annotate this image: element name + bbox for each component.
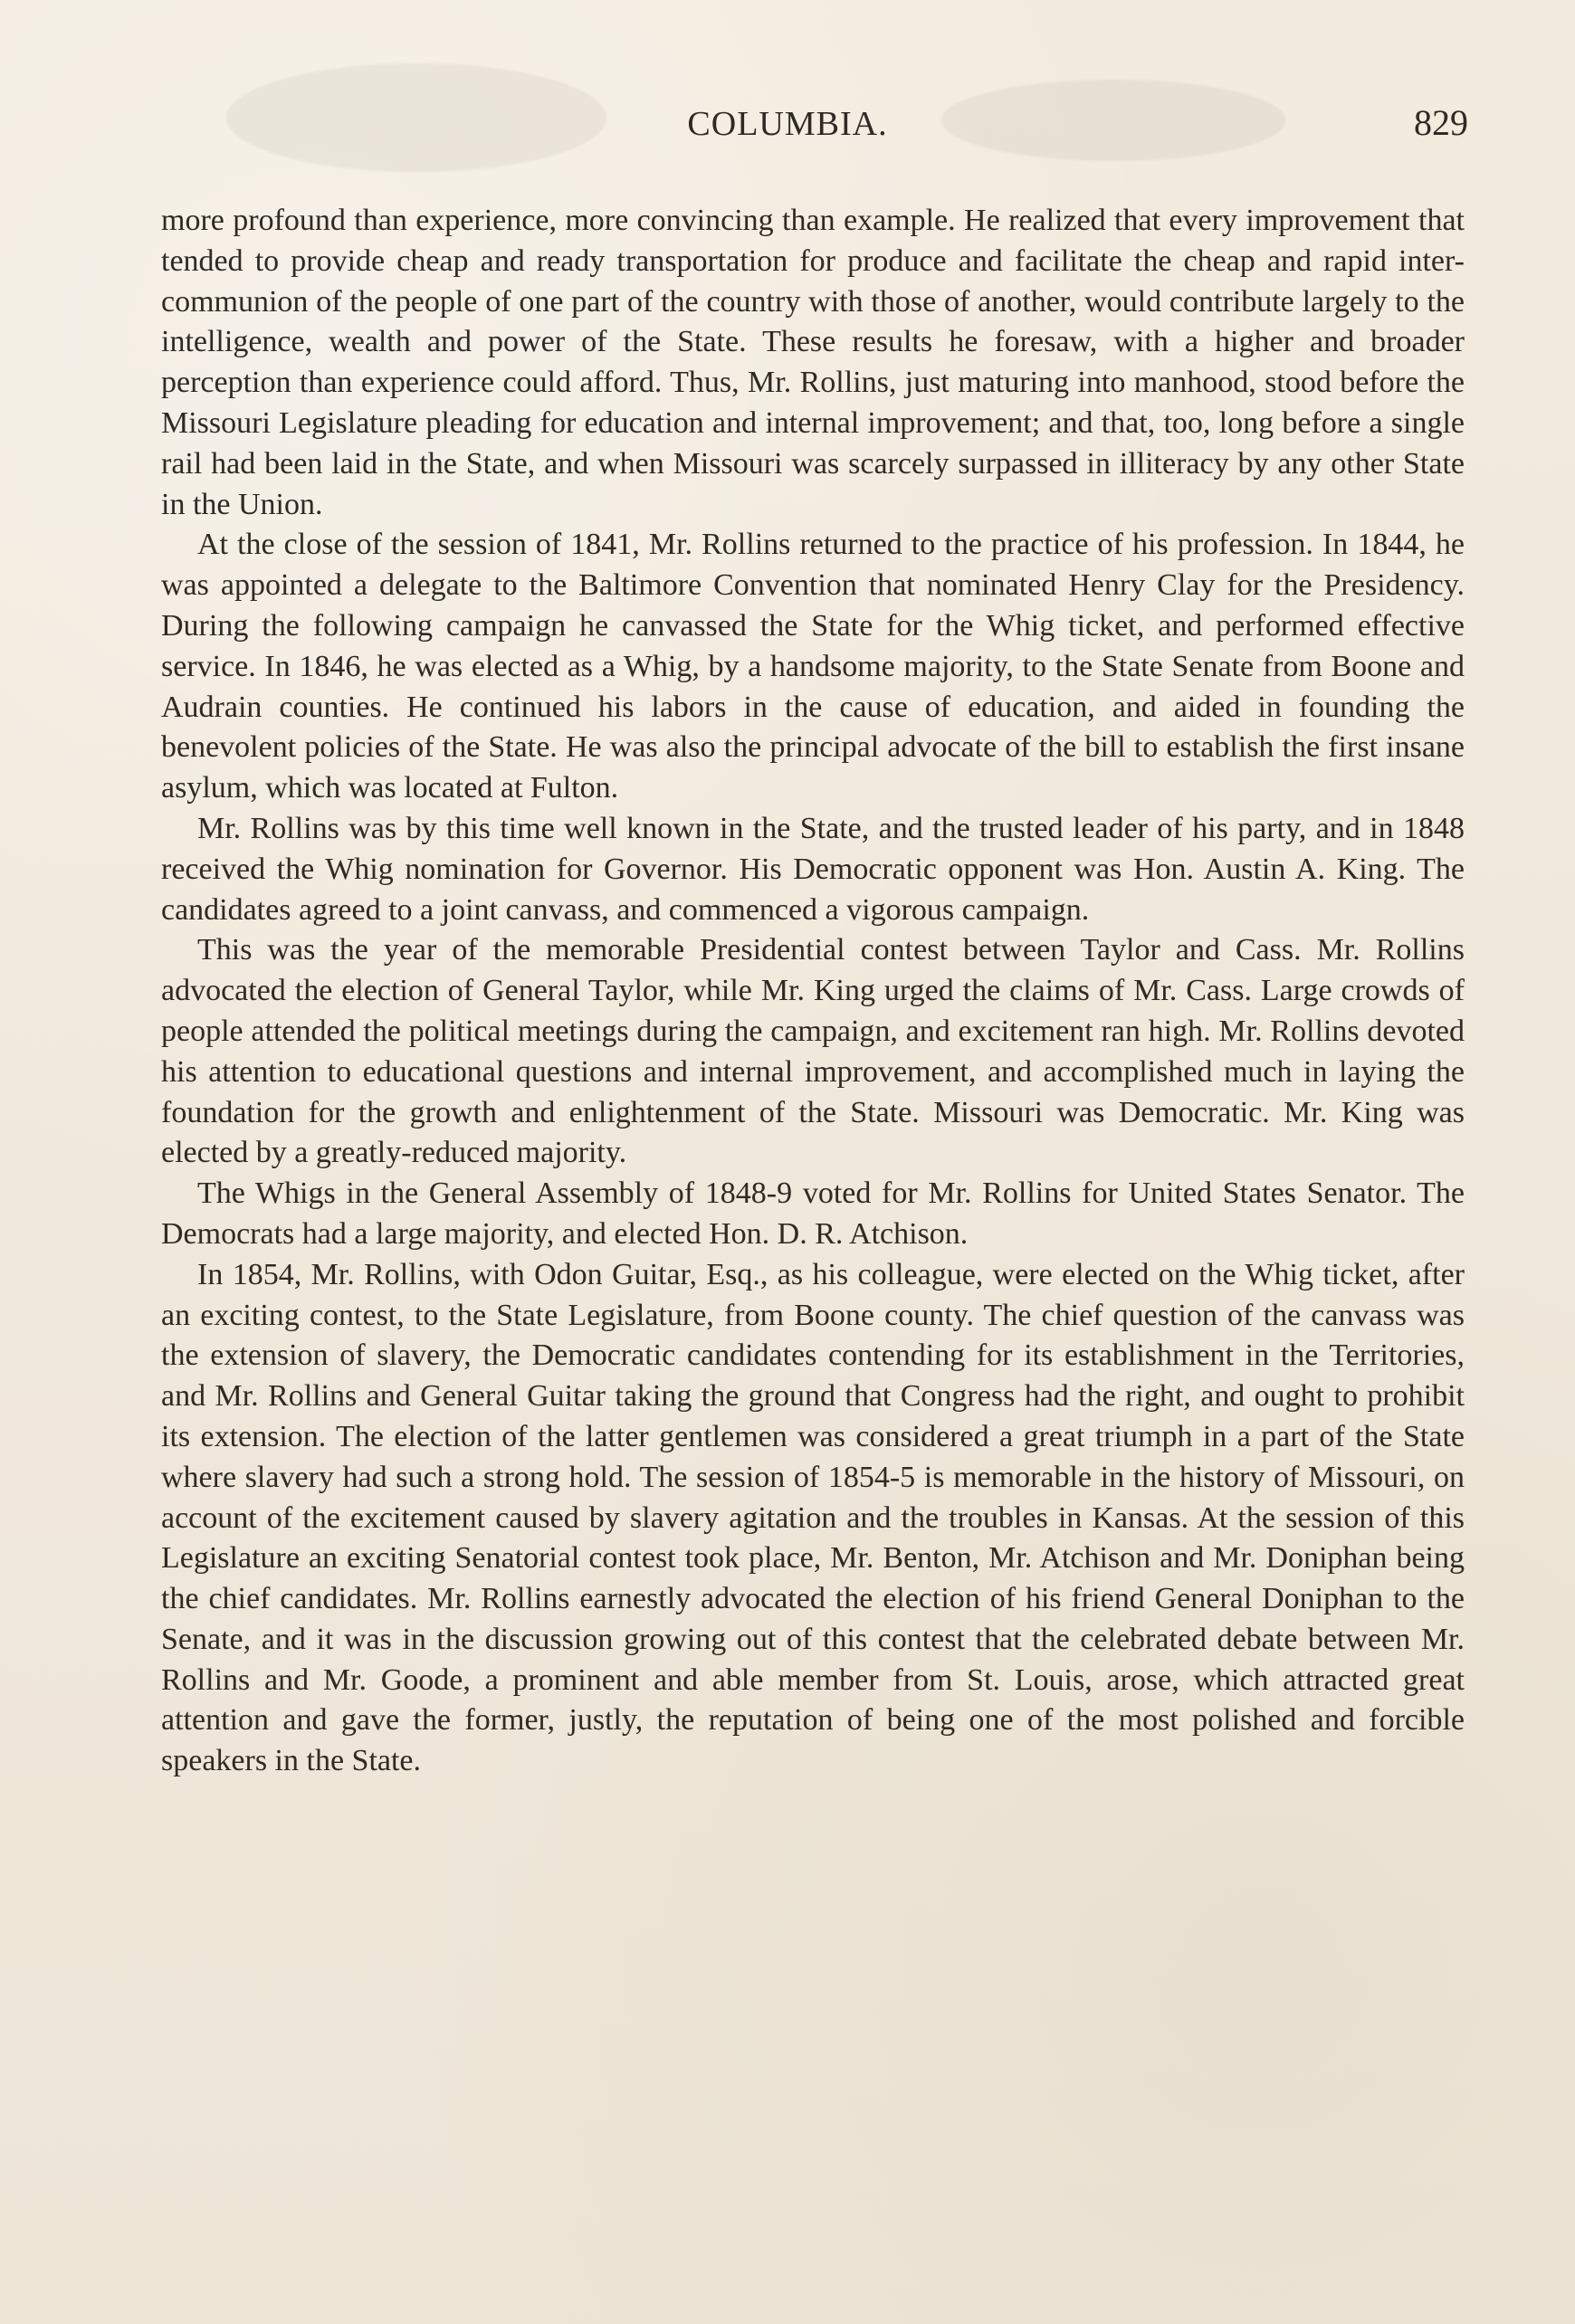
- page-number: 829: [1414, 102, 1468, 143]
- paragraph: At the close of the session of 1841, Mr. Rollins returned to the practice of his profession. In 1844, he was appointed a delegate to the Baltimore Convention that nominated Henry Clay for the Presidency. During the following campaign he canvassed the State for the Whig ticket, and performed effective service. In 1846, he was elected as a Whig, by a handsome majority, to the State Senate from Boone and Audrain counties. He continued his labors in the cause of education, and aided in founding the benevolent policies of the State. He was also the principal advocate of the bill to establish the first insane asylum, which was located at Fulton.: [161, 528, 1465, 805]
- page-header: [0, 102, 1575, 161]
- paragraph: This was the year of the memorable Presidential contest between Taylor and Cass. Mr. Rollins advocated the election of General Taylor, while Mr. King urged the claims of Mr. Cass. Large crowds of people attended the political meetings during the campaign, and excitement ran high. Mr. Rollins devoted his attention to educational questions and internal improvement, and accomplished much in laying the foundation for the growth and enlightenment of the State. Missouri was Democratic. Mr. King was elected by a greatly-reduced majority.: [161, 933, 1465, 1170]
- paragraph: Mr. Rollins was by this time well known in the State, and the trusted leader of his party, and in 1848 received the Whig nomination for Governor. His Democratic opponent was Hon. Austin A. King. The candidates agreed to a joint canvass, and commenced a vigorous campaign.: [161, 811, 1465, 927]
- running-head: COLUMBIA.: [687, 105, 888, 143]
- body-text: [161, 201, 1465, 1782]
- paragraph: more profound than experience, more convincing than example. He realized that every improvement that tended to provide cheap and ready transportation for produce and facilitate the cheap and rapid inter-communion of the people of one part of the country with those of another, would contribute largely to the intelligence, wealth and power of the State. These results he foresaw, with a higher and broader perception than experience could afford. Thus, Mr. Rollins, just maturing into manhood, stood before the Missouri Legislature pleading for education and internal improvement; and that, too, long before a single rail had been laid in the State, and when Missouri was scarcely surpassed in illiteracy by any other State in the Union.: [161, 204, 1465, 521]
- paragraph: The Whigs in the General Assembly of 1848-9 voted for Mr. Rollins for United States Senator. The Democrats had a large majority, and elected Hon. D. R. Atchison.: [161, 1176, 1465, 1251]
- paragraph: In 1854, Mr. Rollins, with Odon Guitar, Esq., as his colleague, were elected on the Whig ticket, after an exciting contest, to the State Legislature, from Boone county. The chief question of the canvass was the extension of slavery, the Democratic candidates contending for its establishment in the Territories, and Mr. Rollins and General Guitar taking the ground that Congress had the right, and ought to prohibit its extension. The election of the latter gentlemen was considered a great triumph in a part of the State where slavery had such a strong hold. The session of 1854-5 is memorable in the history of Missouri, on account of the excitement caused by slavery agitation and the troubles in Kansas. At the session of this Legislature an exciting Senatorial contest took place, Mr. Benton, Mr. Atchison and Mr. Doniphan being the chief candidates. Mr. Rollins earnestly advocated the election of his friend General Doniphan to the Senate, and it was in the discussion growing out of this contest that the celebrated debate between Mr. Rollins and Mr. Goode, a prominent and able member from St. Louis, arose, which attracted great attention and gave the former, justly, the reputation of being one of the most polished and forcible speakers in the State.: [161, 1257, 1465, 1778]
